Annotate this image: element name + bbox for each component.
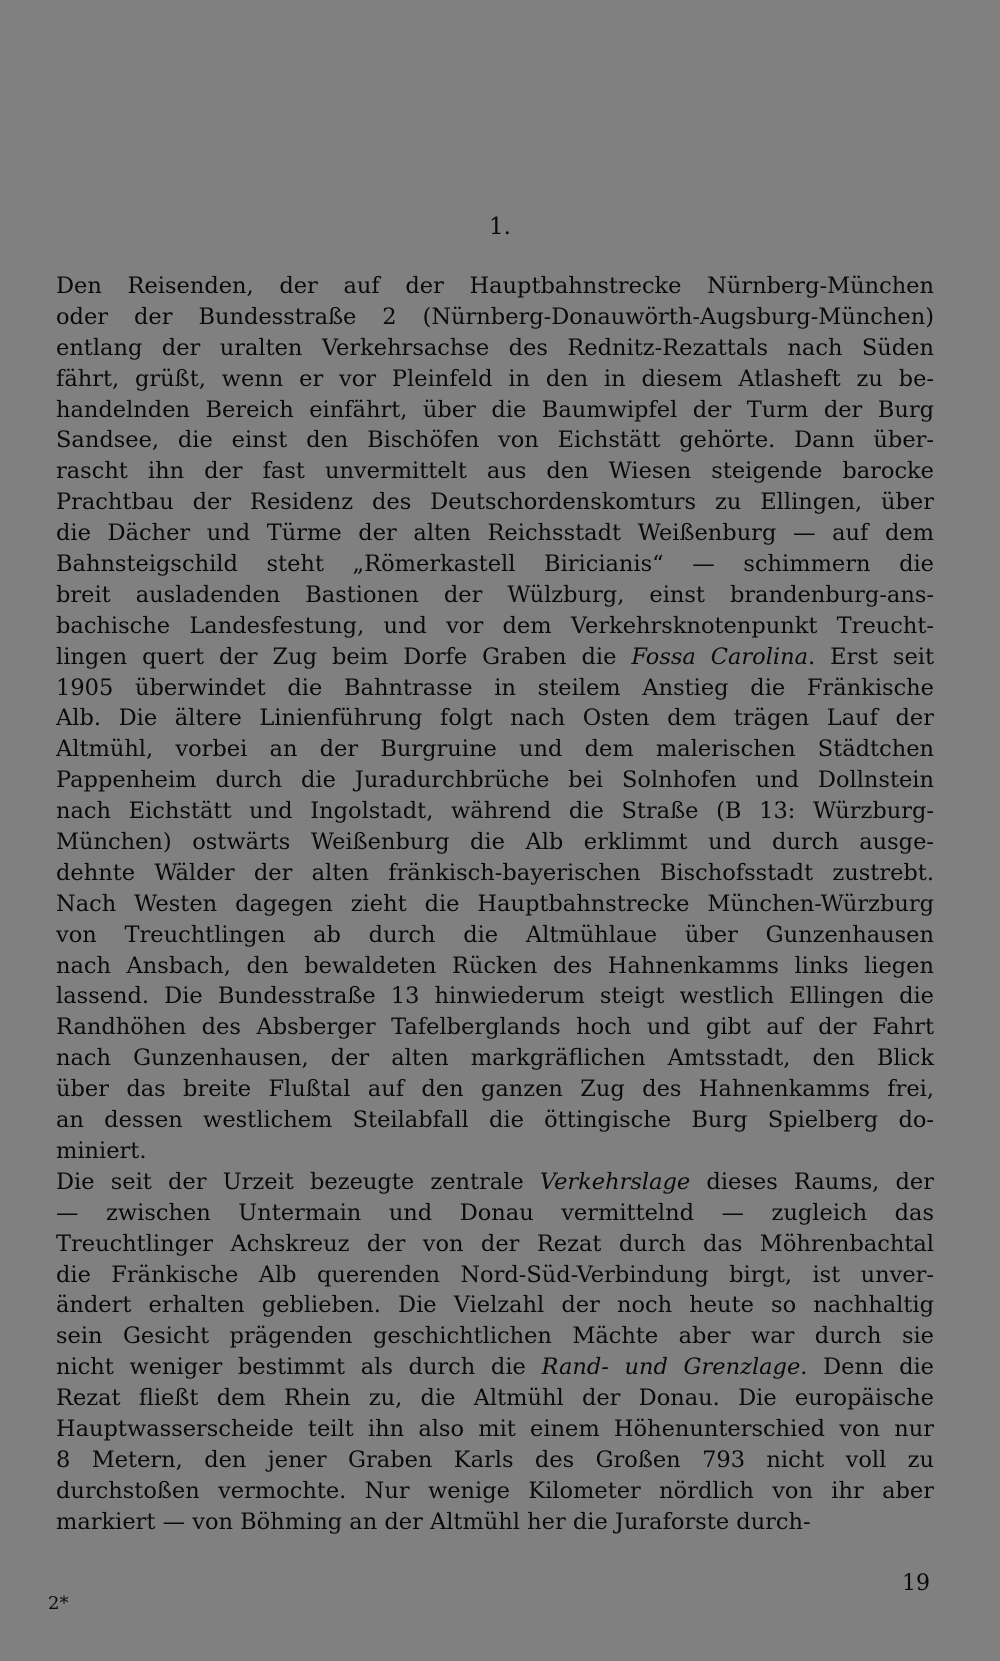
- text-line: lassend. Die Bundesstraße 13 hinwiederum steigt westlich Ellingen die: [56, 983, 934, 1010]
- text-line: sein Gesicht prägenden geschichtlichen Mächte aber war durch sie: [56, 1323, 934, 1350]
- text-line: Nach Westen dagegen zieht die Hauptbahnstrecke München-Würzburg: [56, 890, 934, 917]
- text-line: rascht ihn der fast unvermittelt aus den Wiesen steigende barocke: [56, 458, 934, 485]
- text-line: — zwischen Untermain und Donau vermittelnd — zugleich das: [56, 1199, 934, 1226]
- text-line: bachische Landesfestung, und vor dem Verkehrsknotenpunkt Treucht-: [56, 612, 934, 639]
- text-run: Die seit der Urzeit bezeugte zentrale: [56, 1168, 540, 1195]
- text-line: die Dächer und Türme der alten Reichsstadt Weißenburg — auf dem: [56, 520, 934, 547]
- text-line: über das breite Flußtal auf den ganzen Zug des Hahnenkamms frei,: [56, 1076, 934, 1103]
- text-run: lingen quert der Zug beim Dorfe Graben die: [56, 643, 632, 670]
- text-line: Sandsee, die einst den Bischöfen von Eichstätt gehörte. Dann über-: [56, 427, 934, 454]
- text-line: 8 Metern, den jener Graben Karls des Großen 793 nicht voll zu: [56, 1446, 934, 1473]
- text-line: nach Eichstätt und Ingolstadt, während die Straße (B 13: Würzburg-: [56, 798, 934, 825]
- chapter-number: 1.: [489, 214, 511, 240]
- text-line: Pappenheim durch die Juradurchbrüche bei Solnhofen und Dollnstein: [56, 767, 934, 794]
- signature-mark: 2*: [48, 1593, 69, 1614]
- text-line: Bahnsteigschild steht „Römerkastell Biricianis“ — schimmern die: [56, 551, 934, 578]
- text-line: dehnte Wälder der alten fränkisch-bayerischen Bischofsstadt zustrebt.: [56, 859, 934, 886]
- text-line: München) ostwärts Weißenburg die Alb erklimmt und durch ausge-: [56, 829, 934, 856]
- text-run: . Denn die: [800, 1354, 934, 1381]
- text-line: miniert.: [56, 1137, 147, 1164]
- text-line: fährt, grüßt, wenn er vor Pleinfeld in den in diesem Atlasheft zu be-: [56, 365, 934, 392]
- text-line: Randhöhen des Absberger Tafelberglands hoch und gibt auf der Fahrt: [56, 1014, 934, 1041]
- text-line: nach Ansbach, den bewaldeten Rücken des Hahnenkamms links liegen: [56, 952, 934, 979]
- text-line: die Fränkische Alb querenden Nord-Süd-Verbindung birgt, ist unver-: [56, 1261, 934, 1288]
- text-line: markiert — von Böhming an der Altmühl her die Juraforste durch-: [56, 1508, 811, 1535]
- text-line: oder der Bundesstraße 2 (Nürnberg-Donauwörth-Augsburg-München): [56, 303, 934, 330]
- text-line: nach Gunzenhausen, der alten markgräflichen Amtsstadt, den Blick: [56, 1045, 934, 1072]
- text-line: durchstoßen vermochte. Nur wenige Kilometer nördlich von ihr aber: [56, 1477, 934, 1504]
- text-run: dieses Raums, der: [690, 1168, 934, 1195]
- emphasis-text: Verkehrslage: [539, 1168, 691, 1195]
- paragraph-1: [56, 271, 934, 1167]
- text-line: Altmühl, vorbei an der Burgruine und dem malerischen Städtchen: [56, 736, 934, 763]
- text-line: entlang der uralten Verkehrsachse des Rednitz-Rezattals nach Süden: [56, 334, 934, 361]
- text-line: von Treuchtlingen ab durch die Altmühlaue über Gunzenhausen: [56, 921, 934, 948]
- body-text: [56, 271, 934, 1538]
- emphasis-text: Rand- und Grenzlage: [541, 1354, 801, 1381]
- text-line: handelnden Bereich einfährt, über die Baumwipfel der Turm der Burg: [56, 396, 934, 423]
- text-line: [56, 642, 934, 673]
- emphasis-text: Fossa Carolina: [631, 643, 809, 670]
- paragraph-2: [56, 1167, 934, 1538]
- text-run: nicht weniger bestimmt als durch die: [56, 1354, 542, 1381]
- text-line: Prachtbau der Residenz des Deutschordenskomturs zu Ellingen, über: [56, 489, 934, 516]
- text-line: Rezat fließt dem Rhein zu, die Altmühl der Donau. Die europäische: [56, 1385, 934, 1412]
- text-line: Alb. Die ältere Linienführung folgt nach Osten dem trägen Lauf der: [56, 705, 934, 732]
- text-line: an dessen westlichem Steilabfall die öttingische Burg Spielberg do-: [56, 1107, 934, 1134]
- text-line: [56, 1352, 934, 1383]
- text-line: 1905 überwindet die Bahntrasse in steilem Anstieg die Fränkische: [56, 674, 934, 701]
- text-line: [56, 1167, 934, 1198]
- text-line: ändert erhalten geblieben. Die Vielzahl der noch heute so nachhaltig: [56, 1292, 934, 1319]
- text-run: . Erst seit: [808, 643, 934, 670]
- text-line: Treuchtlinger Achskreuz der von der Rezat durch das Möhrenbachtal: [56, 1230, 934, 1257]
- text-line: Hauptwasserscheide teilt ihn also mit einem Höhenunterschied von nur: [56, 1415, 934, 1442]
- text-line: Den Reisenden, der auf der Hauptbahnstrecke Nürnberg-München: [56, 273, 934, 299]
- page-number: 19: [902, 1571, 930, 1596]
- text-line: breit ausladenden Bastionen der Wülzburg, einst brandenburg-ans-: [56, 581, 934, 608]
